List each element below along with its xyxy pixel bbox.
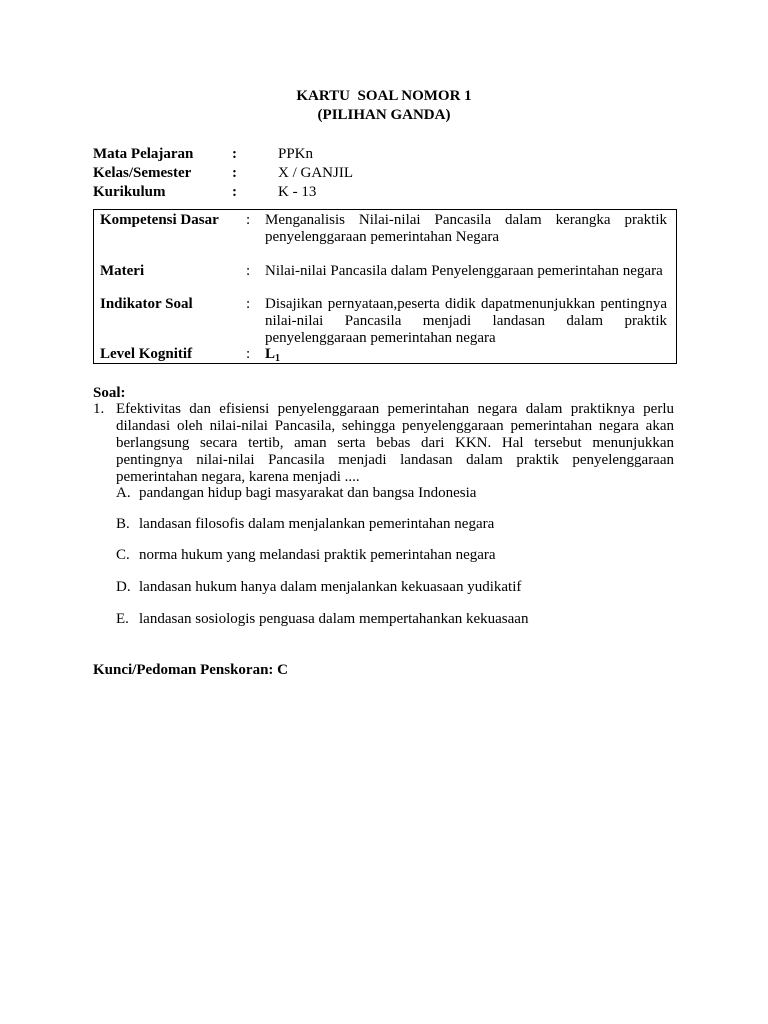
level-subscript: 1 bbox=[275, 353, 281, 364]
option-text: landasan sosiologis penguasa dalam mempertahankan kekuasaan bbox=[139, 611, 529, 627]
meta-value: PPKn bbox=[278, 146, 314, 162]
option-letter: D. bbox=[116, 579, 131, 595]
kd-value-level bbox=[265, 346, 667, 367]
kd-colon: : bbox=[246, 212, 251, 228]
option-text: norma hukum yang melandasi praktik pemerintahan negara bbox=[139, 547, 496, 563]
option-letter: C. bbox=[116, 547, 130, 563]
kd-label: Indikator Soal bbox=[100, 296, 193, 312]
kd-colon: : bbox=[246, 263, 251, 279]
meta-label: Mata Pelajaran bbox=[93, 146, 194, 162]
meta-colon: : bbox=[232, 184, 237, 200]
option-letter: B. bbox=[116, 516, 130, 532]
card-title: KARTU SOAL NOMOR 1 bbox=[296, 88, 472, 104]
meta-row-class-semester bbox=[93, 165, 693, 184]
kd-value: Menganalisis Nilai-nilai Pancasila dalam kerangka praktik penyelenggaraan pemerintahan Negara bbox=[265, 212, 667, 245]
option-b bbox=[116, 516, 676, 536]
option-letter: E. bbox=[116, 611, 129, 627]
meta-label: Kurikulum bbox=[93, 184, 166, 200]
meta-row-curriculum bbox=[93, 184, 693, 203]
option-letter: A. bbox=[116, 485, 131, 501]
option-text: landasan hukum hanya dalam menjalankan kekuasaan yudikatif bbox=[139, 579, 522, 595]
option-e bbox=[116, 611, 676, 631]
kd-label: Level Kognitif bbox=[100, 346, 193, 362]
kd-label: Materi bbox=[100, 263, 145, 279]
meta-colon: : bbox=[232, 146, 237, 162]
kd-colon: : bbox=[246, 346, 251, 362]
option-a bbox=[116, 485, 676, 505]
option-text: landasan filosofis dalam menjalankan pemerintahan negara bbox=[139, 516, 495, 532]
option-c bbox=[116, 547, 676, 567]
meta-value: X / GANJIL bbox=[278, 165, 353, 181]
option-d bbox=[116, 579, 676, 599]
question-number: 1. bbox=[93, 401, 105, 417]
kd-value: Disajikan pernyataan,peserta didik dapatmenunjukkan pentingnya nilai-nilai Pancasila menjadi landasan dalam praktik penyelenggaraan pemerintahan negara bbox=[265, 296, 667, 346]
kd-value: Nilai-nilai Pancasila dalam Penyelenggaraan pemerintahan negara bbox=[265, 263, 663, 279]
kd-colon: : bbox=[246, 296, 251, 312]
card-subtitle: (PILIHAN GANDA) bbox=[317, 107, 451, 123]
question-stem: Efektivitas dan efisiensi penyelenggaraan pemerintahan negara dalam praktiknya perlu dilandasi oleh nilai-nilai Pancasila, sehingga penyelenggaraan pemerintahan negara akan berlangsung secara tertib, aman serta bebas dari KKN. Hal tersebut menunjukkan pentingnya nilai-nilai Pancasila menjadi landasan dalam praktik penyelenggaraan pemerintahan negara, karena menjadi .... bbox=[116, 401, 674, 485]
competency-table bbox=[93, 209, 677, 364]
meta-row-subject bbox=[93, 146, 693, 165]
meta-value: K - 13 bbox=[278, 184, 317, 200]
option-text: pandangan hidup bagi masyarakat dan bangsa Indonesia bbox=[139, 485, 477, 501]
meta-label: Kelas/Semester bbox=[93, 165, 192, 181]
meta-colon: : bbox=[232, 165, 237, 181]
question-section-label: Soal: bbox=[93, 385, 126, 401]
kd-label: Kompetensi Dasar bbox=[100, 212, 219, 228]
answer-key: Kunci/Pedoman Penskoran: C bbox=[93, 662, 289, 678]
level-letter: L bbox=[265, 346, 276, 362]
